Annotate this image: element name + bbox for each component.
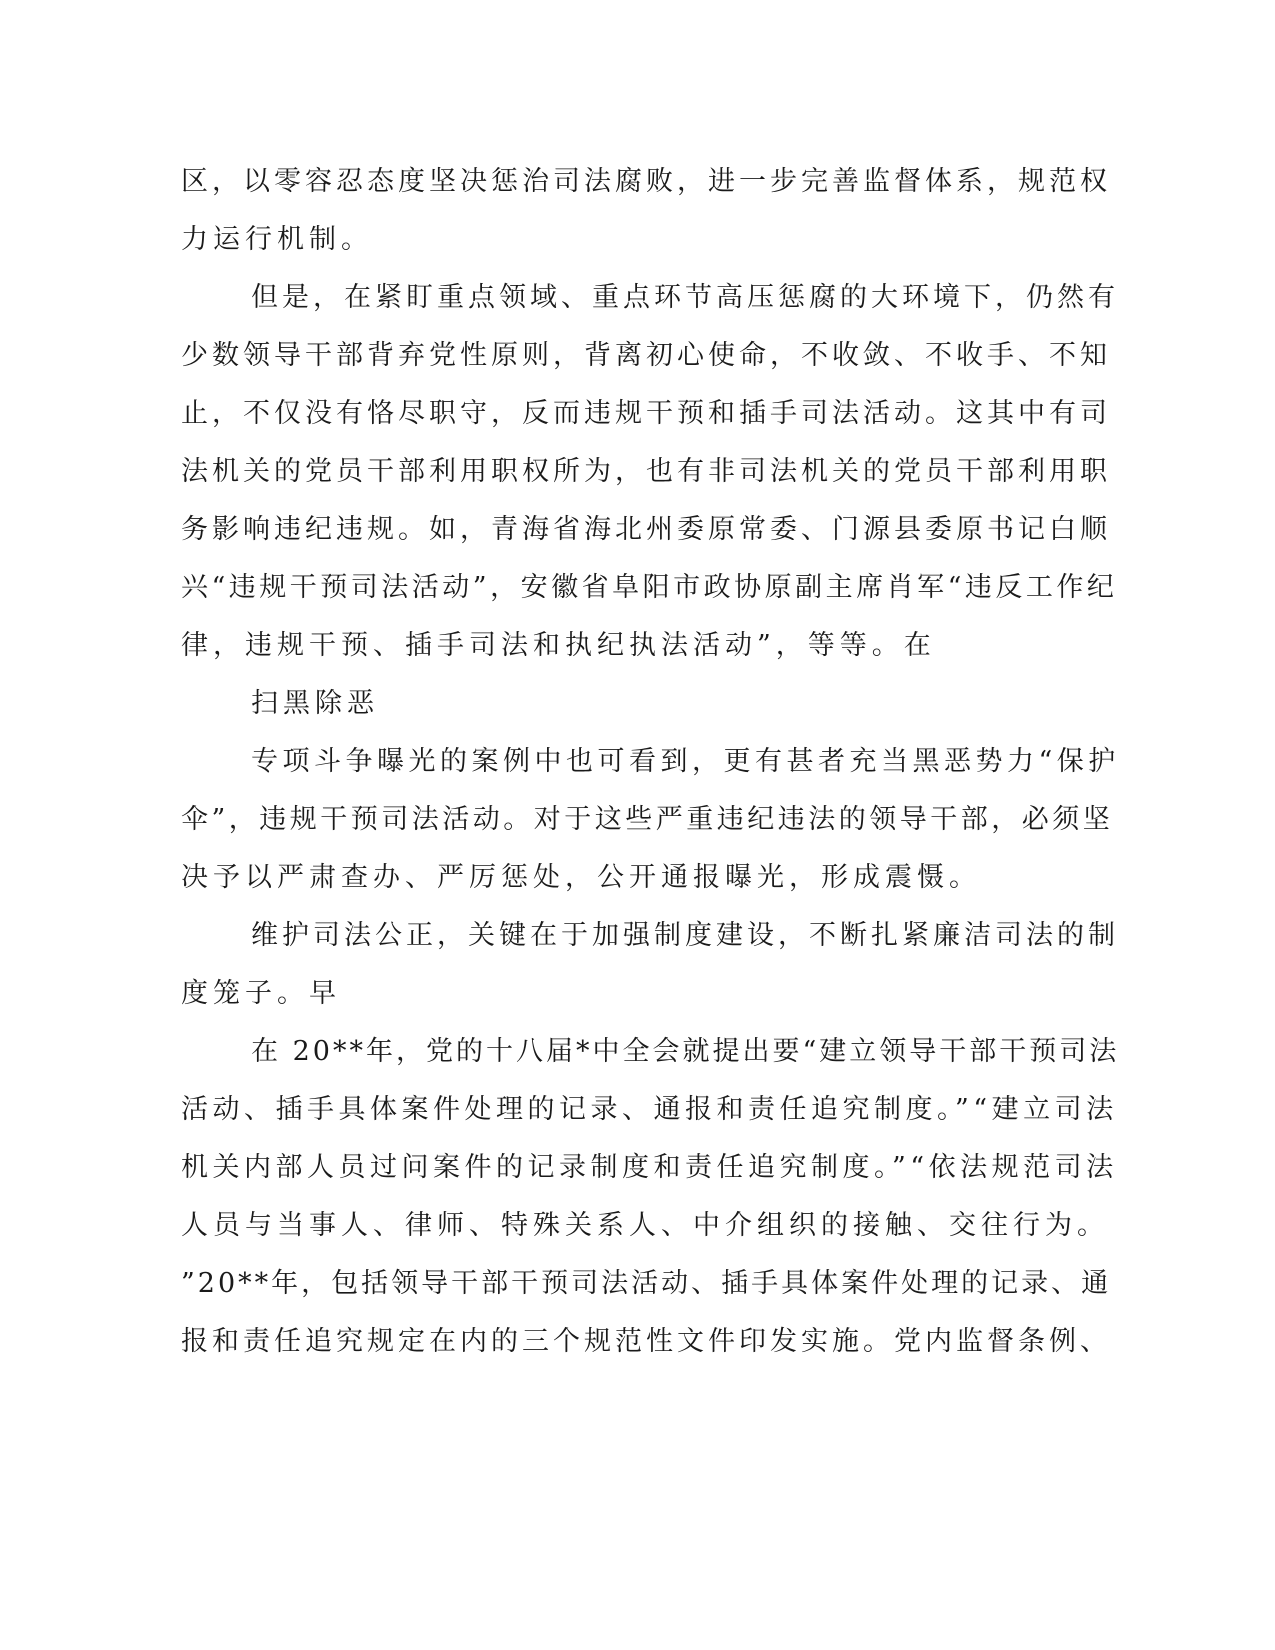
text-line: 活动、插手具体案件处理的记录、通报和责任追究制度。”“建立司法 [181, 1094, 1118, 1125]
text-line: 律，违规干预、插手司法和执纪执法活动”，等等。在 [181, 630, 936, 661]
text-line: 少数领导干部背弃党性原则，背离初心使命，不收敛、不收手、不知 [181, 340, 1111, 371]
paragraph-start-line: 专项斗争曝光的案例中也可看到，更有甚者充当黑恶势力“保护 [251, 746, 1120, 777]
text-line: 人员与当事人、律师、特殊关系人、中介组织的接触、交往行为。 [181, 1210, 1109, 1241]
text-line: 伞”，违规干预司法活动。对于这些严重违纪违法的领导干部，必须坚 [181, 804, 1114, 835]
text-line: 务影响违纪违规。如，青海省海北州委原常委、门源县委原书记白顺 [181, 514, 1111, 545]
text-line: 决予以严肃查办、严厉惩处，公开通报曝光，形成震慑。 [181, 862, 981, 893]
text-line: 机关内部人员过问案件的记录制度和责任追究制度。”“依法规范司法 [181, 1152, 1118, 1183]
text-line: 力运行机制。 [181, 224, 373, 255]
text-line: ”20**年，包括领导干部干预司法活动、插手具体案件处理的记录、通 [181, 1268, 1112, 1299]
paragraph-start-line: 但是，在紧盯重点领域、重点环节高压惩腐的大环境下，仍然有 [251, 282, 1119, 313]
paragraph-start-line: 在 20**年，党的十八届*中全会就提出要“建立领导干部干预司法 [251, 1036, 1120, 1067]
text-line: 区，以零容忍态度坚决惩治司法腐败，进一步完善监督体系，规范权 [181, 166, 1111, 197]
text-line: 兴“违规干预司法活动”，安徽省阜阳市政协原副主席肖军“违反工作纪 [181, 572, 1118, 603]
text-line: 度笼子。早 [181, 978, 341, 1009]
paragraph-start-line: 维护司法公正，关键在于加强制度建设，不断扎紧廉洁司法的制 [251, 920, 1119, 951]
text-line: 法机关的党员干部利用职权所为，也有非司法机关的党员干部利用职 [181, 456, 1111, 487]
text-line: 止，不仅没有恪尽职守，反而违规干预和插手司法活动。这其中有司 [181, 398, 1111, 429]
text-line: 报和责任追究规定在内的三个规范性文件印发实施。党内监督条例、 [181, 1326, 1111, 1357]
paragraph-start-line: 扫黑除恶 [251, 688, 379, 719]
